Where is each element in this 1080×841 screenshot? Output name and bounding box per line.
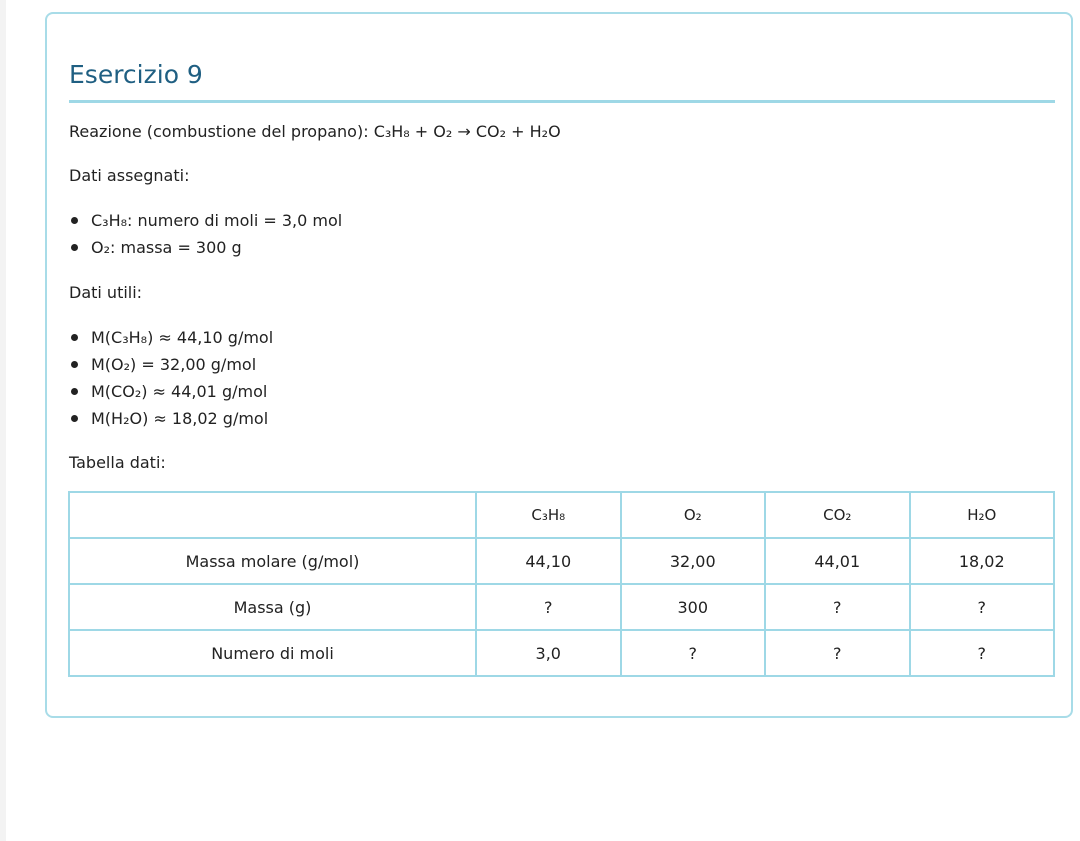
given-list <box>69 210 342 264</box>
given-item-text: C₃H₈: numero di moli = 3,0 mol <box>91 211 343 230</box>
table-heading: Tabella dati: <box>69 453 166 472</box>
bullet-icon <box>71 217 78 224</box>
header-cell: CO₂ <box>765 492 910 538</box>
useful-item-text: M(CO₂) ≈ 44,01 g/mol <box>91 382 268 401</box>
table-cell: ? <box>765 630 910 676</box>
title-divider <box>69 100 1055 103</box>
table-row <box>69 584 1054 630</box>
given-heading: Dati assegnati: <box>69 166 190 185</box>
list-item <box>69 408 273 435</box>
useful-list <box>69 327 273 435</box>
table-cell: ? <box>476 584 621 630</box>
table-cell: 44,01 <box>765 538 910 584</box>
table-row <box>69 538 1054 584</box>
useful-item-text: M(C₃H₈) ≈ 44,10 g/mol <box>91 328 274 347</box>
row-label: Massa (g) <box>69 584 476 630</box>
list-item <box>69 381 273 408</box>
table-row <box>69 630 1054 676</box>
list-item <box>69 354 273 381</box>
table-cell: 32,00 <box>621 538 766 584</box>
table-cell: 18,02 <box>910 538 1055 584</box>
reaction-text: Reazione (combustione del propano): C₃H₈ + O₂ → CO₂ + H₂O <box>69 122 561 141</box>
table-header-row <box>69 492 1054 538</box>
table-cell: ? <box>910 584 1055 630</box>
table-cell: 44,10 <box>476 538 621 584</box>
list-item <box>69 237 342 264</box>
bullet-icon <box>71 415 78 422</box>
bullet-icon <box>71 361 78 368</box>
bullet-icon <box>71 334 78 341</box>
table-cell: ? <box>910 630 1055 676</box>
row-label: Numero di moli <box>69 630 476 676</box>
list-item <box>69 210 342 237</box>
table-cell: ? <box>621 630 766 676</box>
row-label: Massa molare (g/mol) <box>69 538 476 584</box>
useful-item-text: M(H₂O) ≈ 18,02 g/mol <box>91 409 269 428</box>
useful-item-text: M(O₂) = 32,00 g/mol <box>91 355 257 374</box>
table-cell: 300 <box>621 584 766 630</box>
exercise-title: Esercizio 9 <box>69 60 203 89</box>
exercise-card <box>45 12 1073 718</box>
header-cell: C₃H₈ <box>476 492 621 538</box>
given-item-text: O₂: massa = 300 g <box>91 238 242 257</box>
bullet-icon <box>71 388 78 395</box>
header-cell-empty <box>69 492 476 538</box>
left-edge-strip <box>0 0 6 841</box>
bullet-icon <box>71 244 78 251</box>
table-cell: 3,0 <box>476 630 621 676</box>
header-cell: H₂O <box>910 492 1055 538</box>
list-item <box>69 327 273 354</box>
header-cell: O₂ <box>621 492 766 538</box>
useful-heading: Dati utili: <box>69 283 143 302</box>
table-cell: ? <box>765 584 910 630</box>
data-table <box>68 491 1055 677</box>
